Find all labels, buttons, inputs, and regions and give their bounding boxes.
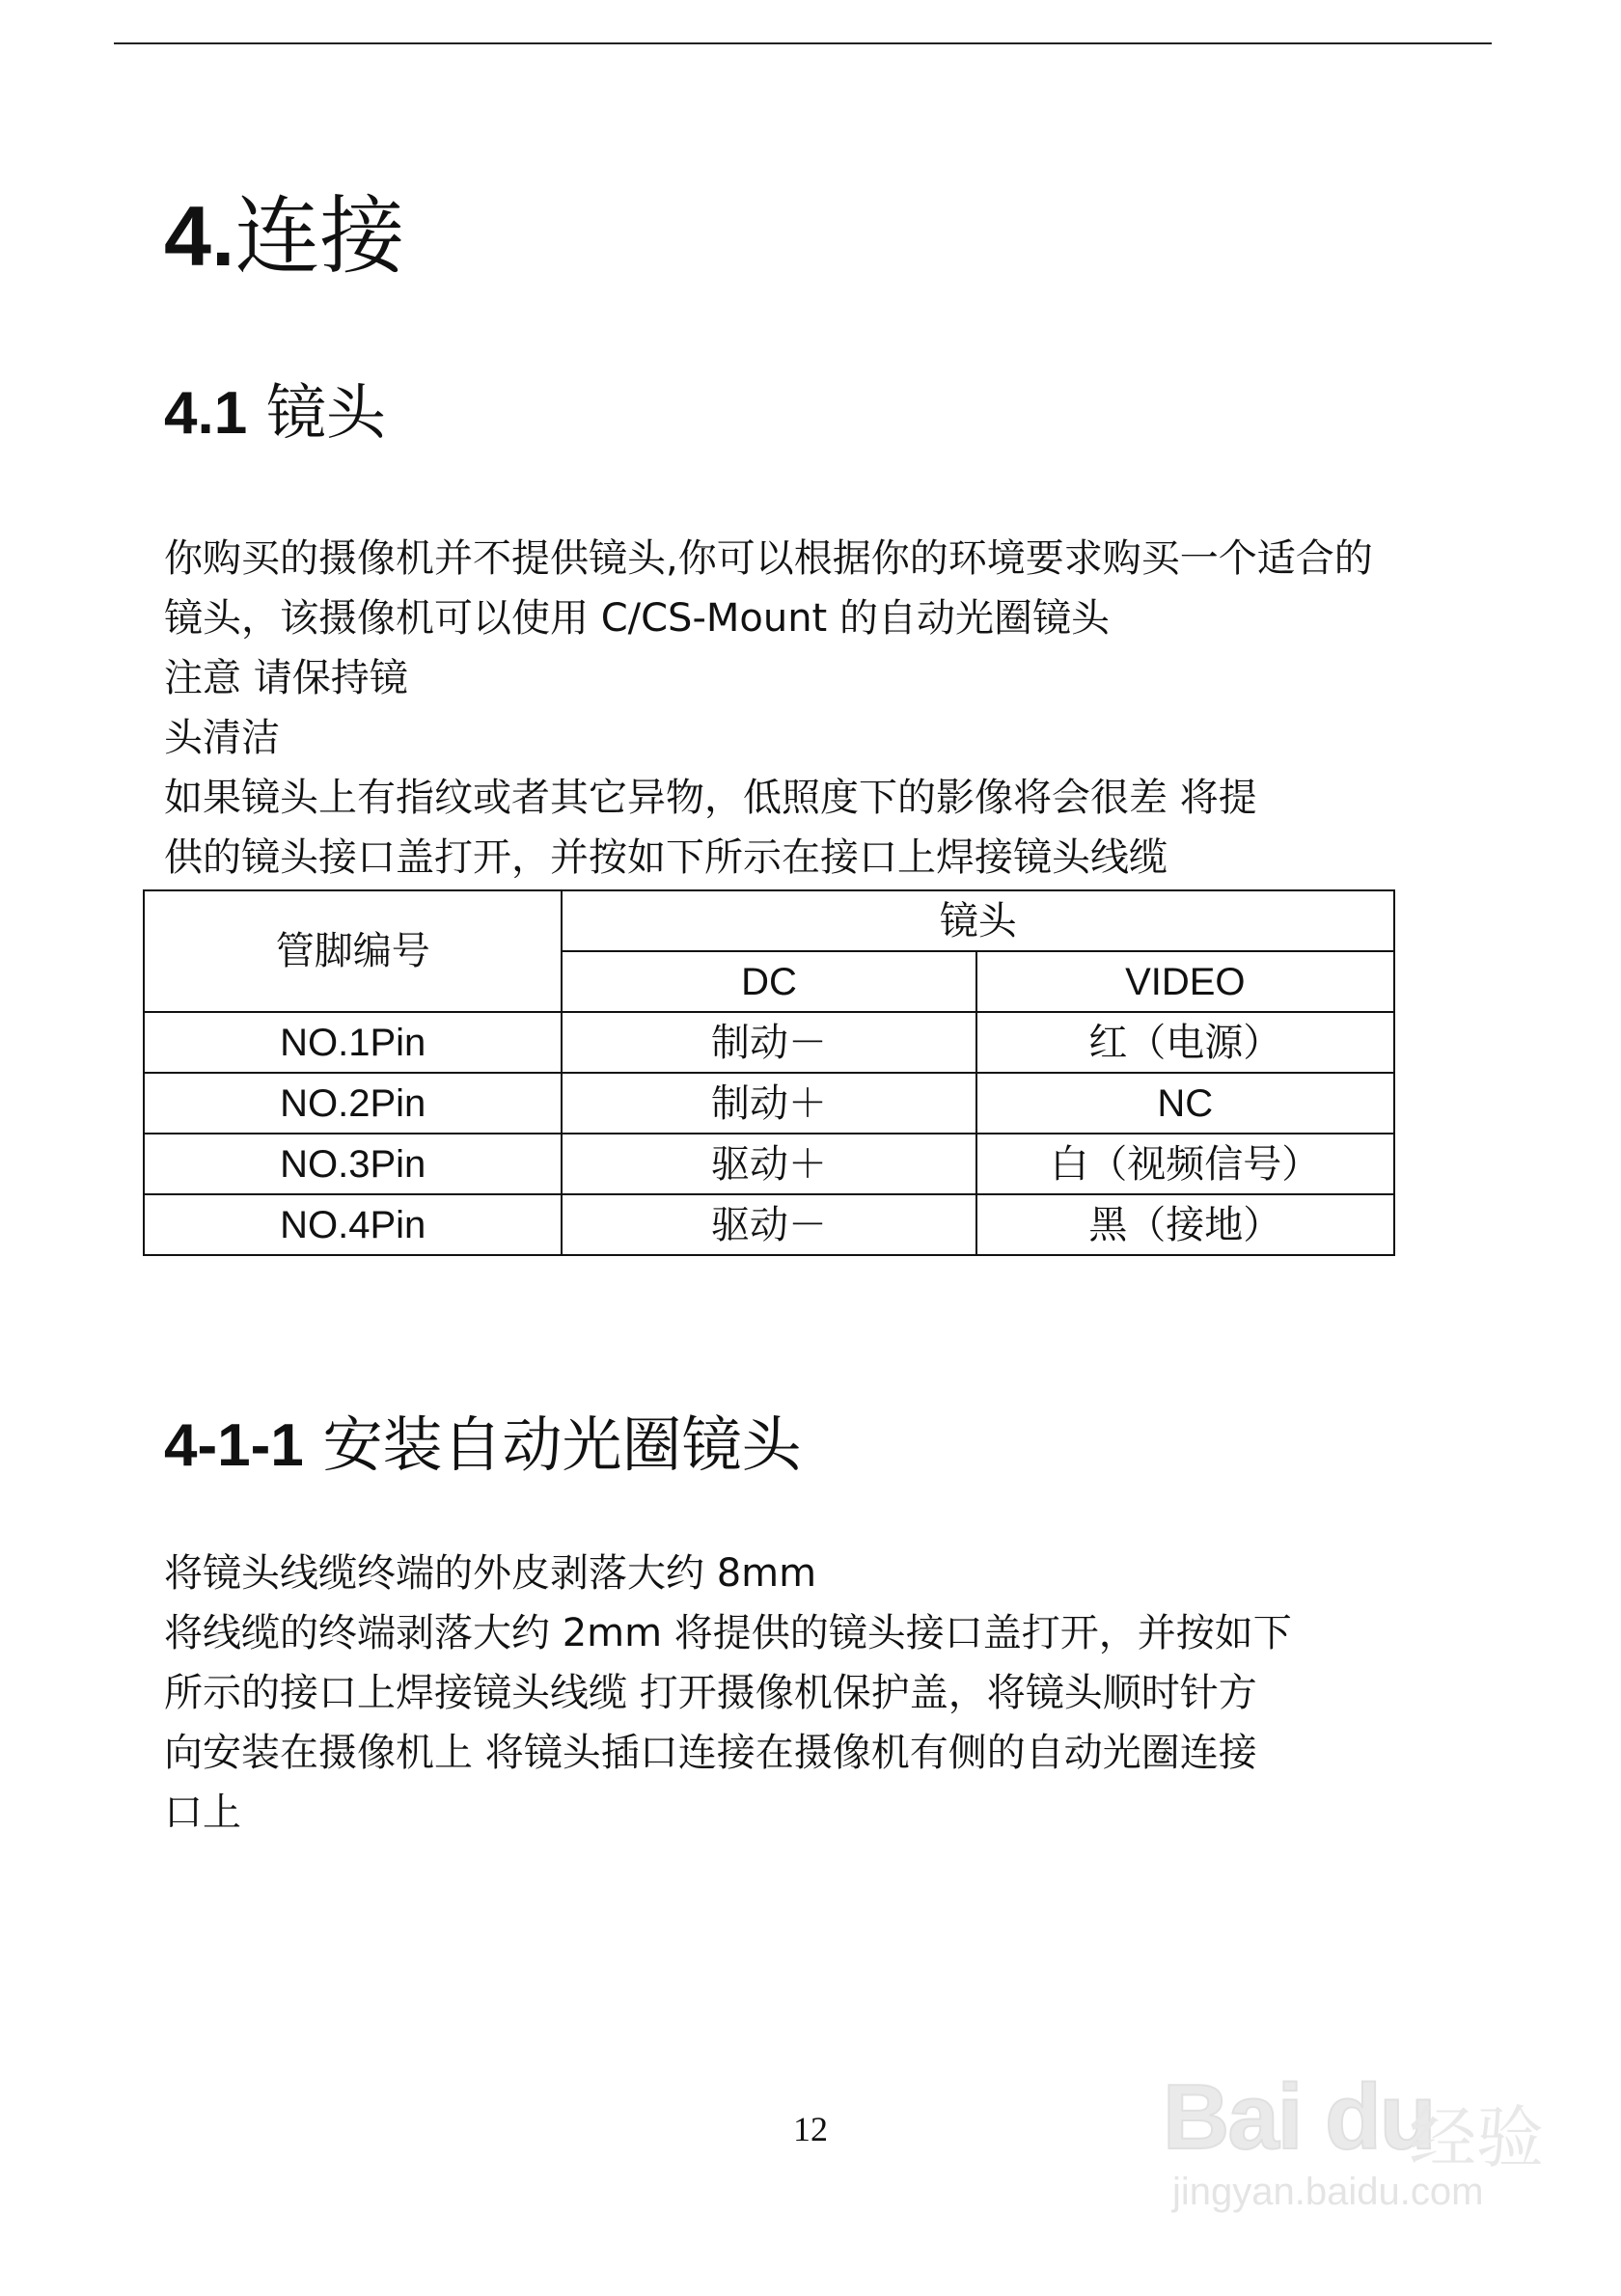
table-row <box>144 1134 1394 1194</box>
page-number: 12 <box>793 2110 828 2148</box>
watermark-cn: 经验 <box>1409 2098 1544 2177</box>
header-pin: 管脚编号 <box>144 890 562 1012</box>
dc-cell: 制动＋ <box>562 1073 975 1134</box>
pin-cell: NO.2Pin <box>144 1073 562 1134</box>
intro-line: 注意 请保持镜 <box>164 656 408 700</box>
pin-cell: NO.1Pin <box>144 1012 562 1073</box>
table-row <box>144 1012 1394 1073</box>
install-line: 将线缆的终端剥落大约 2mm 将提供的镜头接口盖打开，并按如下 <box>164 1611 1292 1655</box>
subsection-title: 安装自动光圈镜头 <box>322 1409 802 1480</box>
dc-cell: 驱动＋ <box>562 1134 975 1194</box>
install-line: 将镜头线缆终端的外皮剥落大约 8mm <box>164 1551 817 1596</box>
table-row <box>144 1194 1394 1255</box>
video-cell: 黑（接地） <box>976 1194 1394 1255</box>
intro-line: 镜头，该摄像机可以使用 C/CS-Mount 的自动光圈镜头 <box>164 596 1110 641</box>
video-cell: 白（视频信号） <box>976 1134 1394 1194</box>
install-line: 口上 <box>164 1790 241 1835</box>
pin-cell: NO.3Pin <box>144 1134 562 1194</box>
intro-line: 如果镜头上有指纹或者其它异物，低照度下的影像将会很差 将提 <box>164 776 1257 820</box>
intro-line: 供的镜头接口盖打开，并按如下所示在接口上焊接镜头线缆 <box>164 835 1168 880</box>
section-heading <box>164 374 386 452</box>
install-line: 向安装在摄像机上 将镜头插口连接在摄像机有侧的自动光圈连接 <box>164 1731 1257 1775</box>
video-cell: 红（电源） <box>976 1012 1394 1073</box>
subheader-video: VIDEO <box>976 951 1394 1012</box>
install-paragraph <box>164 1544 1292 1843</box>
subsection-number: 4-1-1 <box>164 1412 304 1479</box>
pin-cell: NO.4Pin <box>144 1194 562 1255</box>
baidu-watermark <box>1153 2045 1558 2238</box>
section-title: 镜头 <box>265 377 386 448</box>
header-lens: 镜头 <box>562 890 1394 951</box>
intro-line: 你购买的摄像机并不提供镜头,你可以根据你的环境要求购买一个适合的 <box>164 536 1373 581</box>
intro-paragraph <box>164 529 1373 888</box>
chapter-number: 4. <box>164 188 235 284</box>
dc-cell: 制动－ <box>562 1012 975 1073</box>
video-cell: NC <box>976 1073 1394 1134</box>
subsection-heading <box>164 1407 801 1485</box>
chapter-title: 连接 <box>234 186 405 286</box>
watermark-url: jingyan.baidu.com <box>1172 2171 1484 2213</box>
table-row <box>144 1073 1394 1134</box>
chapter-heading <box>164 183 404 289</box>
watermark-logo: Bai du <box>1163 2065 1435 2169</box>
intro-line: 头清洁 <box>164 716 280 760</box>
dc-cell: 驱动－ <box>562 1194 975 1255</box>
install-line: 所示的接口上焊接镜头线缆 打开摄像机保护盖，将镜头顺时针方 <box>164 1671 1257 1715</box>
subheader-dc: DC <box>562 951 975 1012</box>
section-number: 4.1 <box>164 380 248 447</box>
top-rule <box>114 42 1492 44</box>
pin-table <box>143 889 1395 1256</box>
